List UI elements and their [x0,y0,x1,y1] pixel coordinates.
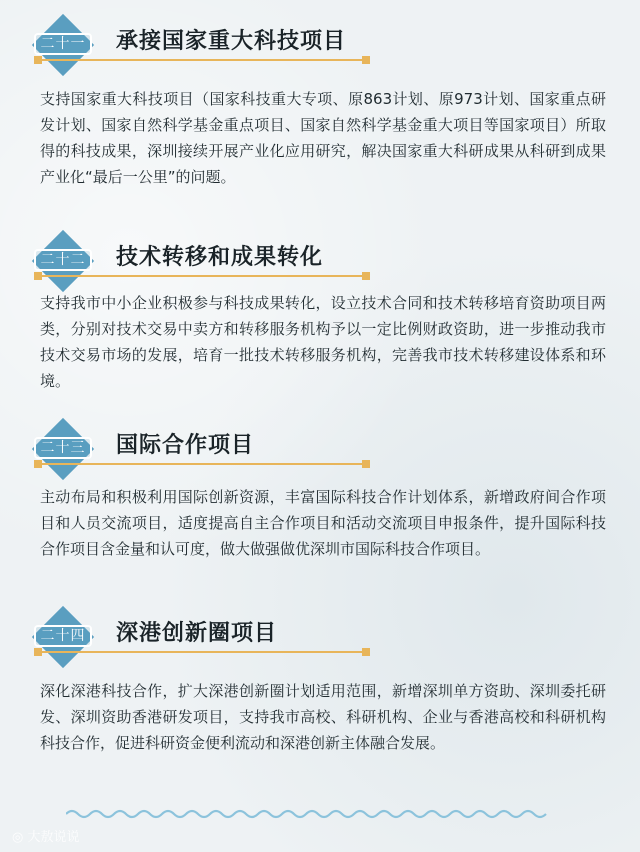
section-title: 国际合作项目 [116,433,255,458]
gold-divider [34,59,370,61]
section-number-badge: 二十四 [34,625,92,647]
section-body: 支持我市中小企业积极参与科技成果转化，设立技术合同和技术转移培育资助项目两类，分别对技术交易中卖方和转移服务机构予以一定比例财政资助，进一步推动我市技术交易市场的发展，培育一批技术转移服务机构，完善我市技术转移建设体系和环境。 [40,294,606,390]
watermark-icon: ◎ [12,830,24,845]
section-header [32,14,392,84]
gold-divider [34,463,370,465]
diamond-badge [32,14,94,76]
section-title: 深港创新圈项目 [116,621,278,646]
section-title: 承接国家重大科技项目 [116,29,347,54]
diamond-badge [32,418,94,480]
section-title: 技术转移和成果转化 [116,245,324,270]
wave-divider [66,806,550,822]
section-number-badge: 二十二 [34,249,92,271]
section-header [32,606,392,676]
watermark [12,826,80,845]
section-body: 深化深港科技合作，扩大深港创新圈计划适用范围，新增深圳单方资助、深圳委托研发、深圳资助香港研发项目，支持我市高校、科研机构、企业与香港高校和科研机构科技合作，促进科研资金便利流动和深港创新主体融合发展。 [40,682,606,752]
section-number-badge: 二十一 [34,33,92,55]
section-number-badge: 二十三 [34,437,92,459]
section-body: 主动布局和积极利用国际创新资源，丰富国际科技合作计划体系，新增政府间合作项目和人员交流项目，适度提高自主合作项目和活动交流项目申报条件，提升国际科技合作项目含金量和认可度，做大做强做优深圳市国际科技合作项目。 [40,488,606,558]
gold-divider [34,651,370,653]
diamond-badge [32,230,94,292]
gold-divider [34,275,370,277]
watermark-text: 大敖说说 [27,830,80,845]
section-header [32,418,392,488]
diamond-badge [32,606,94,668]
section-body: 支持国家重大科技项目（国家科技重大专项、原863计划、原973计划、国家重点研发计划、国家自然科学基金重点项目、国家自然科学基金重大项目等国家项目）所取得的科技成果，深圳接续开展产业化应用研究，解决国家重大科研成果从科研到成果产业化“最后一公里”的问题。 [40,90,606,186]
